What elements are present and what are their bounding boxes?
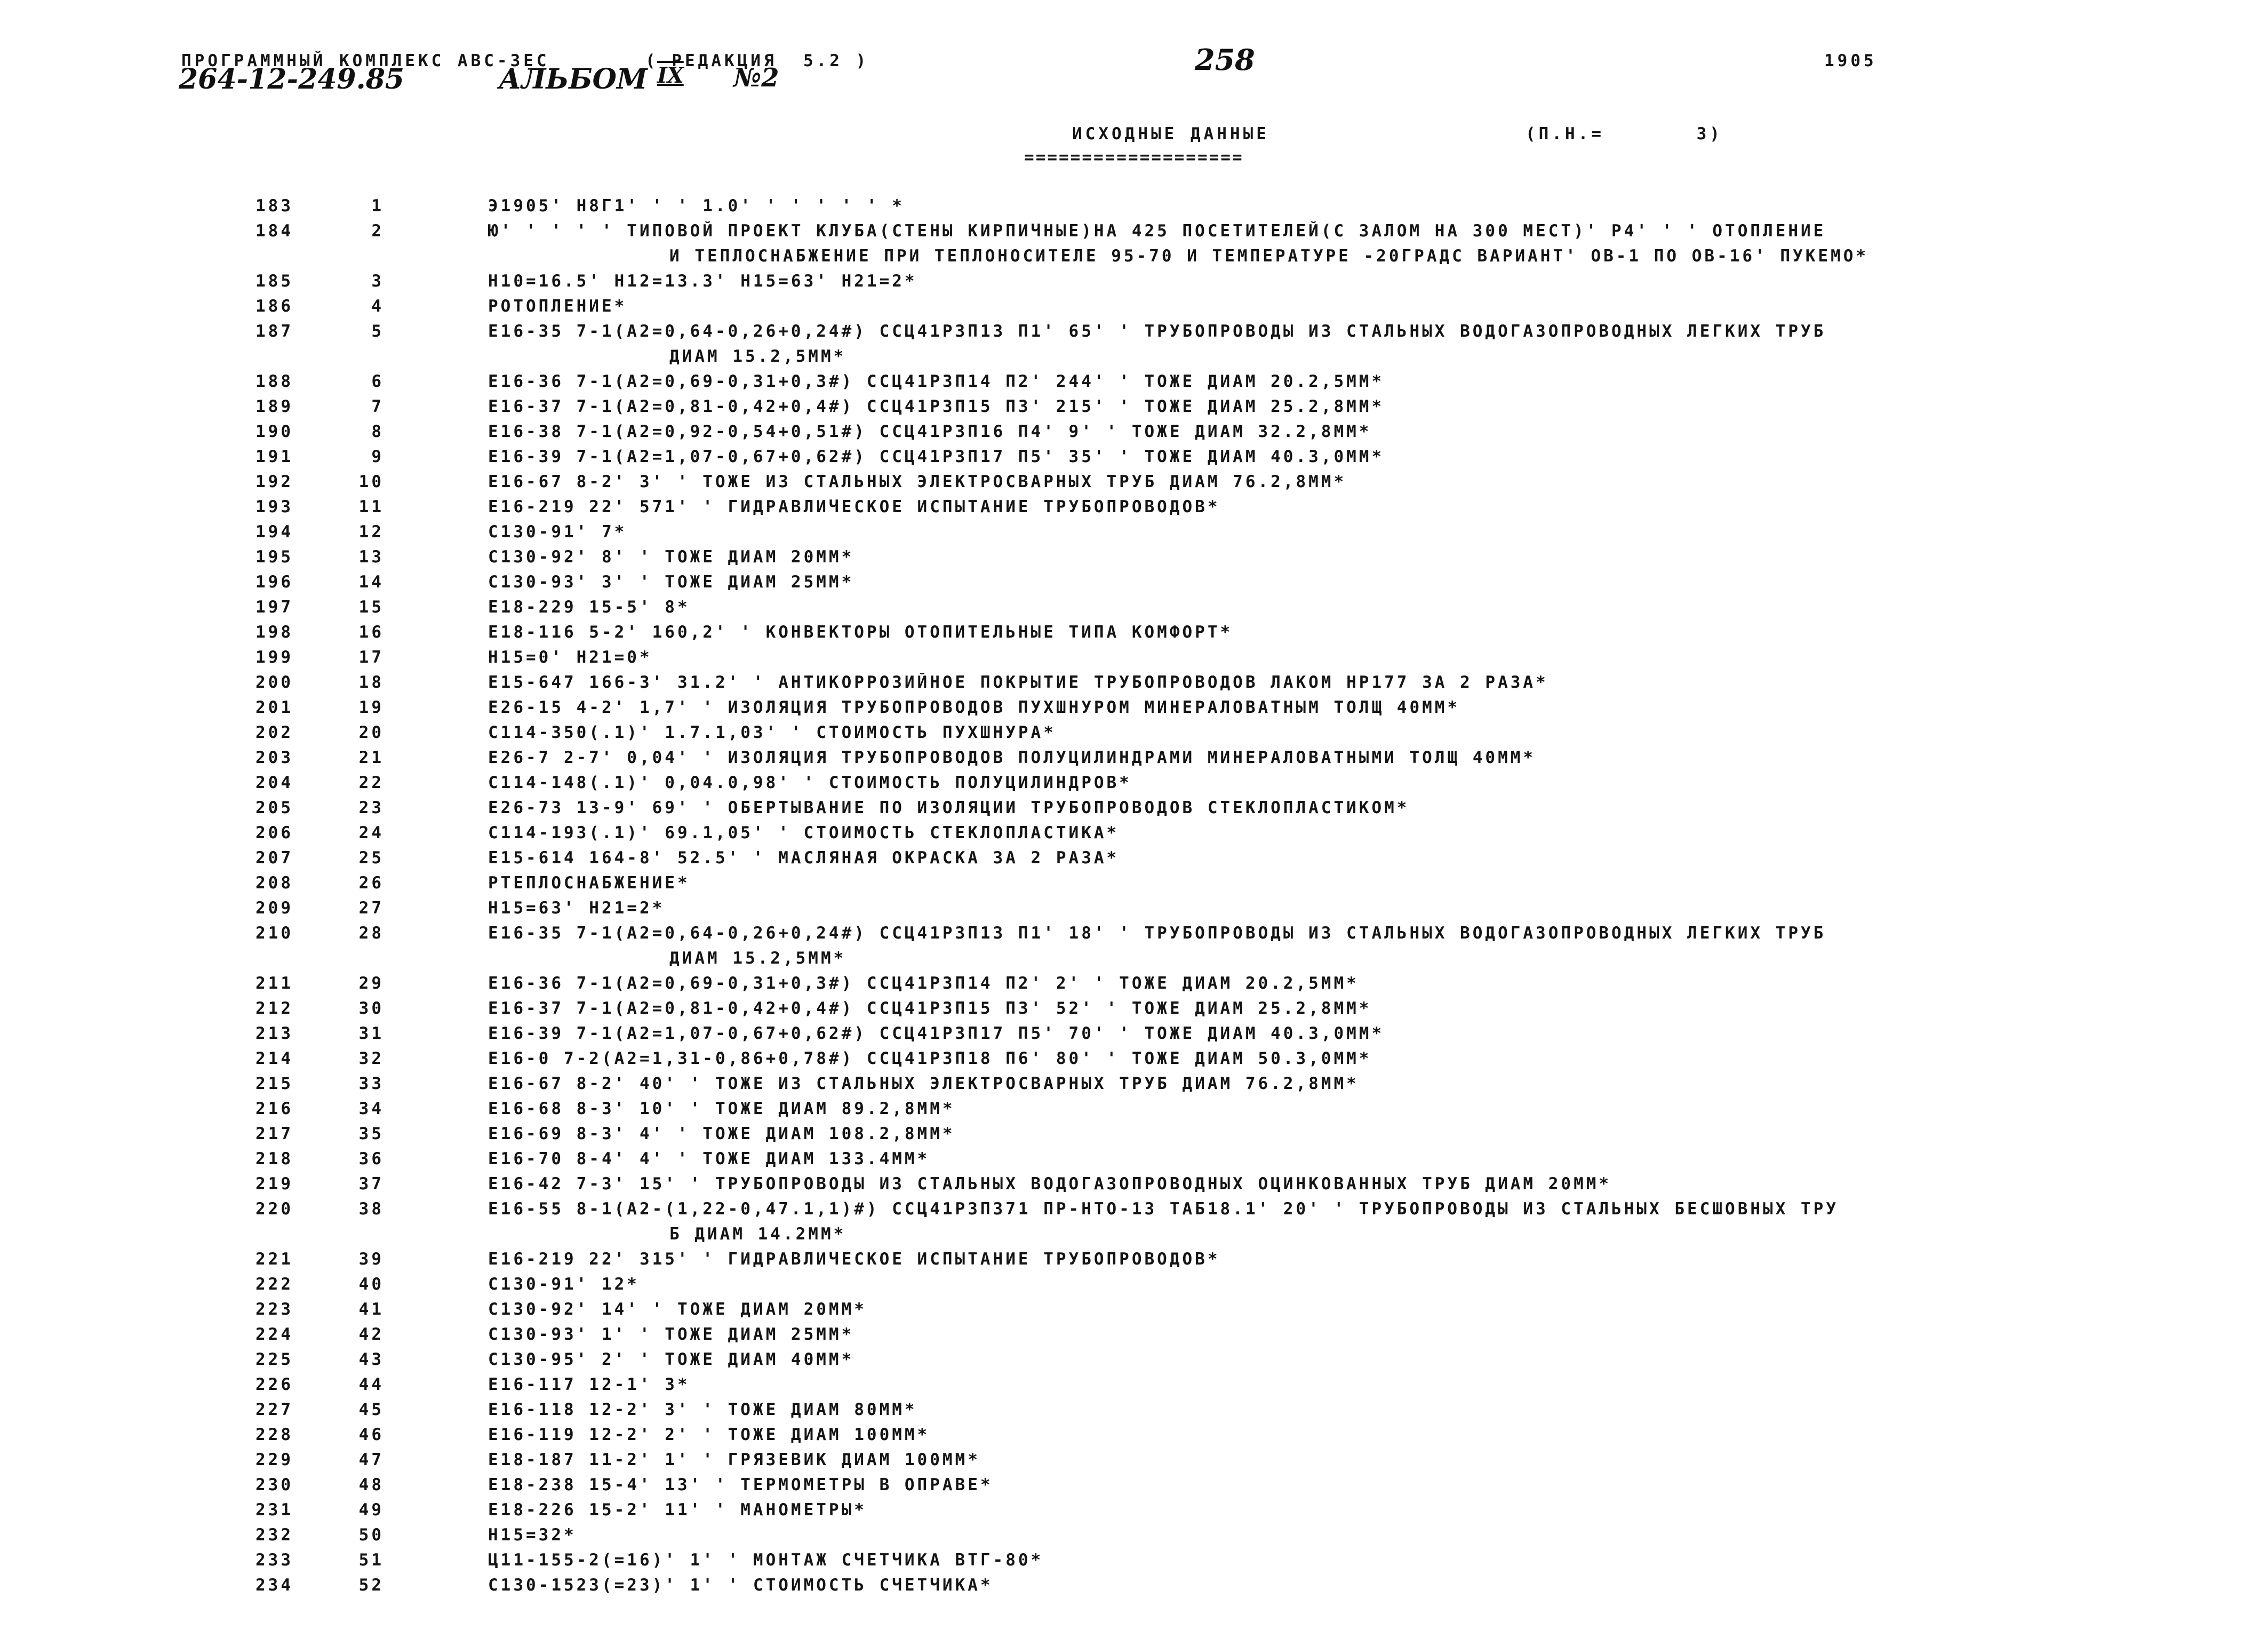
line-number: 226	[255, 1375, 293, 1394]
line-number: 227	[255, 1400, 293, 1419]
statement-text: Е16-39 7-1(А2=1,07-0,67+0,62#) ССЦ41Р3П17 П5' 35' ' ТОЖЕ ДИАМ 40.3,0ММ*	[488, 447, 1385, 466]
handwritten-sub: №2	[733, 63, 779, 93]
line-number: 196	[255, 572, 293, 592]
line-number: 186	[255, 297, 293, 316]
line-number: 230	[255, 1475, 293, 1494]
statement-index: 12	[358, 522, 384, 542]
statement-text: С114-148(.1)' 0,04.0,98' ' СТОИМОСТЬ ПОЛУЦИЛИНДРОВ*	[488, 773, 1132, 792]
line-number: 197	[255, 598, 293, 617]
line-number: 216	[255, 1099, 293, 1118]
statement-index: 21	[358, 748, 384, 767]
statement-text: С130-92' 14' ' ТОЖЕ ДИАМ 20ММ*	[488, 1300, 867, 1319]
line-number: 183	[255, 196, 293, 216]
line-number: 231	[255, 1500, 293, 1520]
line-number: 204	[255, 773, 293, 792]
statement-index: 8	[371, 422, 384, 441]
statement-text: С130-93' 1' ' ТОЖЕ ДИАМ 25ММ*	[488, 1325, 855, 1344]
statement-text: С130-92' 8' ' ТОЖЕ ДИАМ 20ММ*	[488, 547, 855, 567]
line-number: 213	[255, 1024, 293, 1043]
listing-line	[0, 898, 2268, 924]
continuation-line	[0, 347, 2268, 372]
line-number: 208	[255, 873, 293, 893]
statement-text: С130-91' 7*	[488, 522, 627, 542]
continuation-text: И ТЕПЛОСНАБЖЕНИЕ ПРИ ТЕПЛОНОСИТЕЛЕ 95-70 И ТЕМПЕРАТУРЕ -20ГРАДС ВАРИАНТ' ОВ-1 ПО ОВ-16' ПУКЕМО*	[669, 247, 1869, 266]
line-number: 207	[255, 848, 293, 868]
listing-line	[0, 572, 2268, 598]
statement-index: 15	[358, 598, 384, 617]
continuation-line	[0, 949, 2268, 974]
listing-line	[0, 1525, 2268, 1550]
statement-index: 35	[358, 1124, 384, 1143]
statement-text: Е18-226 15-2' 11' ' МАНОМЕТРЫ*	[488, 1500, 867, 1520]
listing-line	[0, 472, 2268, 497]
statement-index: 41	[358, 1300, 384, 1319]
edition-label: ( РЕДАКЦИЯ 5.2 )	[645, 51, 869, 70]
listing-line	[0, 623, 2268, 648]
listing-line	[0, 1174, 2268, 1199]
line-number: 192	[255, 472, 293, 491]
line-number: 222	[255, 1275, 293, 1294]
statement-text: С114-350(.1)' 1.7.1,03' ' СТОИМОСТЬ ПУХШНУРА*	[488, 723, 1056, 742]
statement-text: Е16-35 7-1(А2=0,64-0,26+0,24#) ССЦ41Р3П13 П1' 65' ' ТРУБОПРОВОДЫ ИЗ СТАЛЬНЫХ ВОДОГАЗОПРОВОДНЫХ ЛЕГКИХ ТРУБ	[488, 322, 1826, 341]
statement-text: РОТОПЛЕНИЕ*	[488, 297, 627, 316]
line-number: 233	[255, 1550, 293, 1570]
statement-index: 9	[371, 447, 384, 466]
line-number: 194	[255, 522, 293, 542]
listing-line	[0, 823, 2268, 848]
statement-index: 1	[371, 196, 384, 216]
line-number: 214	[255, 1049, 293, 1068]
statement-text: Е16-68 8-3' 10' ' ТОЖЕ ДИАМ 89.2,8ММ*	[488, 1099, 955, 1118]
continuation-text: Б ДИАМ 14.2ММ*	[669, 1224, 846, 1244]
listing-line	[0, 1024, 2268, 1049]
line-number: 225	[255, 1350, 293, 1369]
statement-text: Е16-67 8-2' 40' ' ТОЖЕ ИЗ СТАЛЬНЫХ ЭЛЕКТРОСВАРНЫХ ТРУБ ДИАМ 76.2,8ММ*	[488, 1074, 1359, 1093]
statement-index: 22	[358, 773, 384, 792]
line-number: 202	[255, 723, 293, 742]
listing-line	[0, 196, 2268, 221]
line-number: 198	[255, 623, 293, 642]
statement-index: 47	[358, 1450, 384, 1469]
continuation-line	[0, 1224, 2268, 1250]
line-number: 205	[255, 798, 293, 817]
statement-index: 11	[358, 497, 384, 516]
statement-text: Е16-37 7-1(А2=0,81-0,42+0,4#) ССЦ41Р3П15 П3' 52' ' ТОЖЕ ДИАМ 25.2,8ММ*	[488, 999, 1372, 1018]
continuation-line	[0, 247, 2268, 272]
statement-index: 34	[358, 1099, 384, 1118]
statement-index: 30	[358, 999, 384, 1018]
listing-line	[0, 1250, 2268, 1275]
line-number: 201	[255, 698, 293, 717]
listing-line	[0, 1375, 2268, 1400]
program-title: ПРОГРАММНЫЙ КОМПЛЕКС АВС-3ЕС	[181, 51, 550, 70]
statement-text: Н15=63' Н21=2*	[488, 898, 665, 918]
statement-index: 32	[358, 1049, 384, 1068]
statement-text: Н15=0' Н21=0*	[488, 648, 652, 667]
statement-text: Е16-36 7-1(А2=0,69-0,31+0,3#) ССЦ41Р3П14 П2' 244' ' ТОЖЕ ДИАМ 20.2,5ММ*	[488, 372, 1385, 391]
line-number: 195	[255, 547, 293, 567]
statement-text: Ц11-155-2(=16)' 1' ' МОНТАЖ СЧЕТЧИКА ВТГ-80*	[488, 1550, 1044, 1570]
statement-text: С130-1523(=23)' 1' ' СТОИМОСТЬ СЧЕТЧИКА*	[488, 1576, 993, 1595]
listing-line	[0, 1400, 2268, 1425]
line-number: 224	[255, 1325, 293, 1344]
statement-index: 51	[358, 1550, 384, 1570]
line-number: 212	[255, 999, 293, 1018]
statement-index: 4	[371, 297, 384, 316]
statement-text: Е16-219 22' 315' ' ГИДРАВЛИЧЕСКОЕ ИСПЫТАНИЕ ТРУБОПРОВОДОВ*	[488, 1250, 1220, 1269]
handwritten-album-number: IX	[657, 63, 684, 88]
statement-text: РТЕПЛОСНАБЖЕНИЕ*	[488, 873, 690, 893]
statement-index: 20	[358, 723, 384, 742]
statement-index: 14	[358, 572, 384, 592]
line-number: 189	[255, 397, 293, 416]
statement-text: Е16-36 7-1(А2=0,69-0,31+0,3#) ССЦ41Р3П14 П2' 2' ' ТОЖЕ ДИАМ 20.2,5ММ*	[488, 974, 1359, 993]
statement-index: 31	[358, 1024, 384, 1043]
statement-index: 28	[358, 924, 384, 943]
statement-text: С130-95' 2' ' ТОЖЕ ДИАМ 40ММ*	[488, 1350, 855, 1369]
handwritten-album: АЛЬБОМ	[499, 63, 648, 96]
listing-line	[0, 422, 2268, 447]
statement-text: Е26-7 2-7' 0,04' ' ИЗОЛЯЦИЯ ТРУБОПРОВОДОВ ПОЛУЦИЛИНДРАМИ МИНЕРАЛОВАТНЫМИ ТОЛЩ 40ММ*	[488, 748, 1536, 767]
statement-index: 42	[358, 1325, 384, 1344]
statement-index: 24	[358, 823, 384, 842]
listing-line	[0, 924, 2268, 949]
statement-index: 2	[371, 221, 384, 241]
statement-text: Е16-0 7-2(А2=1,31-0,86+0,78#) ССЦ41Р3П18 П6' 80' ' ТОЖЕ ДИАМ 50.3,0ММ*	[488, 1049, 1372, 1068]
statement-index: 17	[358, 648, 384, 667]
listing-line	[0, 372, 2268, 397]
statement-index: 52	[358, 1576, 384, 1595]
section-title: ИСХОДНЫЕ ДАННЫЕ	[1072, 124, 1269, 144]
line-number: 209	[255, 898, 293, 918]
listing-line	[0, 1199, 2268, 1224]
line-number: 234	[255, 1576, 293, 1595]
statement-index: 36	[358, 1149, 384, 1168]
statement-text: Е18-238 15-4' 13' ' ТЕРМОМЕТРЫ В ОПРАВЕ*	[488, 1475, 993, 1494]
statement-text: Н15=32*	[488, 1525, 577, 1545]
statement-text: С130-93' 3' ' ТОЖЕ ДИАМ 25ММ*	[488, 572, 855, 592]
line-number: 219	[255, 1174, 293, 1194]
listing-line	[0, 873, 2268, 898]
listing-line	[0, 272, 2268, 297]
listing-line	[0, 1300, 2268, 1325]
line-number: 191	[255, 447, 293, 466]
listing-line	[0, 297, 2268, 322]
statement-text: Е15-614 164-8' 52.5' ' МАСЛЯНАЯ ОКРАСКА ЗА 2 РАЗА*	[488, 848, 1120, 868]
line-number: 218	[255, 1149, 293, 1168]
statement-index: 25	[358, 848, 384, 868]
listing-line	[0, 1475, 2268, 1500]
statement-text: Е16-42 7-3' 15' ' ТРУБОПРОВОДЫ ИЗ СТАЛЬНЫХ ВОДОГАЗОПРОВОДНЫХ ОЦИНКОВАННЫХ ТРУБ ДИАМ 20ММ*	[488, 1174, 1612, 1194]
statement-text: Е15-647 166-3' 31.2' ' АНТИКОРРОЗИЙНОЕ ПОКРЫТИЕ ТРУБОПРОВОДОВ ЛАКОМ НР177 ЗА 2 РАЗА*	[488, 673, 1548, 692]
statement-index: 23	[358, 798, 384, 817]
listing-line	[0, 1450, 2268, 1475]
statement-text: Е16-118 12-2' 3' ' ТОЖЕ ДИАМ 80ММ*	[488, 1400, 917, 1419]
listing-line	[0, 1350, 2268, 1375]
statement-index: 7	[371, 397, 384, 416]
line-number: 187	[255, 322, 293, 341]
listing-line	[0, 1550, 2268, 1576]
statement-index: 13	[358, 547, 384, 567]
line-number: 217	[255, 1124, 293, 1143]
section-underline: ===================	[1024, 148, 1244, 167]
statement-index: 16	[358, 623, 384, 642]
line-number: 211	[255, 974, 293, 993]
listing-line	[0, 547, 2268, 572]
statement-index: 43	[358, 1350, 384, 1369]
statement-text: Н10=16.5' Н12=13.3' Н15=63' Н21=2*	[488, 272, 917, 291]
statement-index: 33	[358, 1074, 384, 1093]
statement-text: Е16-70 8-4' 4' ' ТОЖЕ ДИАМ 133.4ММ*	[488, 1149, 930, 1168]
statement-index: 38	[358, 1199, 384, 1219]
listing-line	[0, 999, 2268, 1024]
statement-index: 50	[358, 1525, 384, 1545]
statement-index: 19	[358, 698, 384, 717]
continuation-text: ДИАМ 15.2,5ММ*	[669, 949, 846, 968]
line-number: 190	[255, 422, 293, 441]
line-number: 210	[255, 924, 293, 943]
page-number: 1905	[1824, 51, 1877, 70]
listing-line	[0, 698, 2268, 723]
statement-text: С114-193(.1)' 69.1,05' ' СТОИМОСТЬ СТЕКЛОПЛАСТИКА*	[488, 823, 1120, 842]
listing-line	[0, 1124, 2268, 1149]
line-number: 228	[255, 1425, 293, 1444]
listing-line	[0, 1149, 2268, 1174]
statement-text: Е26-73 13-9' 69' ' ОБЕРТЫВАНИЕ ПО ИЗОЛЯЦИИ ТРУБОПРОВОДОВ СТЕКЛОПЛАСТИКОМ*	[488, 798, 1410, 817]
listing-line	[0, 1099, 2268, 1124]
line-number: 221	[255, 1250, 293, 1269]
statement-index: 46	[358, 1425, 384, 1444]
line-number: 199	[255, 648, 293, 667]
listing-line	[0, 1500, 2268, 1525]
listing-line	[0, 322, 2268, 347]
statement-text: Е16-35 7-1(А2=0,64-0,26+0,24#) ССЦ41Р3П13 П1' 18' ' ТРУБОПРОВОДЫ ИЗ СТАЛЬНЫХ ВОДОГАЗОПРОВОДНЫХ ЛЕГКИХ ТРУБ	[488, 924, 1826, 943]
line-number: 184	[255, 221, 293, 241]
statement-text: Е18-229 15-5' 8*	[488, 598, 690, 617]
statement-index: 49	[358, 1500, 384, 1520]
statement-index: 5	[371, 322, 384, 341]
statement-index: 10	[358, 472, 384, 491]
statement-text: Е16-39 7-1(А2=1,07-0,67+0,62#) ССЦ41Р3П17 П5' 70' ' ТОЖЕ ДИАМ 40.3,0ММ*	[488, 1024, 1385, 1043]
listing-line	[0, 522, 2268, 547]
statement-index: 3	[371, 272, 384, 291]
statement-text: Е16-67 8-2' 3' ' ТОЖЕ ИЗ СТАЛЬНЫХ ЭЛЕКТРОСВАРНЫХ ТРУБ ДИАМ 76.2,8ММ*	[488, 472, 1347, 491]
line-number: 185	[255, 272, 293, 291]
statement-index: 27	[358, 898, 384, 918]
listing-line	[0, 648, 2268, 673]
line-number: 203	[255, 748, 293, 767]
statement-text: Е16-119 12-2' 2' ' ТОЖЕ ДИАМ 100ММ*	[488, 1425, 930, 1444]
section-ref: (П.Н.= 3)	[1526, 124, 1723, 144]
listing-line	[0, 673, 2268, 698]
statement-index: 48	[358, 1475, 384, 1494]
line-number: 193	[255, 497, 293, 516]
listing-line	[0, 1425, 2268, 1450]
listing-line	[0, 974, 2268, 999]
line-number: 188	[255, 372, 293, 391]
listing-line	[0, 598, 2268, 623]
listing-line	[0, 1074, 2268, 1099]
statement-text: Е18-116 5-2' 160,2' ' КОНВЕКТОРЫ ОТОПИТЕЛЬНЫЕ ТИПА КОМФОРТ*	[488, 623, 1233, 642]
listing-line	[0, 1275, 2268, 1300]
listing-line	[0, 447, 2268, 472]
line-number: 206	[255, 823, 293, 842]
statement-text: Е16-55 8-1(А2-(1,22-0,47.1,1)#) ССЦ41Р3П371 ПР-НТО-13 ТАБ18.1' 20' ' ТРУБОПРОВОДЫ ИЗ СТАЛЬНЫХ БЕСШОВНЫХ ТРУ	[488, 1199, 1839, 1219]
statement-text: Е18-187 11-2' 1' ' ГРЯЗЕВИК ДИАМ 100ММ*	[488, 1450, 980, 1469]
listing-line	[0, 1049, 2268, 1074]
statement-index: 29	[358, 974, 384, 993]
statement-text: Е16-69 8-3' 4' ' ТОЖЕ ДИАМ 108.2,8ММ*	[488, 1124, 955, 1143]
handwritten-code: 264-12-249.85	[179, 63, 405, 96]
statement-text: Е16-219 22' 571' ' ГИДРАВЛИЧЕСКОЕ ИСПЫТАНИЕ ТРУБОПРОВОДОВ*	[488, 497, 1220, 516]
line-number: 223	[255, 1300, 293, 1319]
statement-index: 6	[371, 372, 384, 391]
statement-index: 45	[358, 1400, 384, 1419]
statement-text: С130-91' 12*	[488, 1275, 640, 1294]
statement-text: Е26-15 4-2' 1,7' ' ИЗОЛЯЦИЯ ТРУБОПРОВОДОВ ПУХШНУРОМ МИНЕРАЛОВАТНЫМ ТОЛЩ 40ММ*	[488, 698, 1460, 717]
statement-text: Ю' ' ' ' ' ТИПОВОЙ ПРОЕКТ КЛУБА(СТЕНЫ КИРПИЧНЫЕ)НА 425 ПОСЕТИТЕЛЕЙ(С ЗАЛОМ НА 300 МЕСТ)' Р4' ' ' ОТОПЛЕНИЕ	[488, 221, 1826, 241]
listing-line	[0, 221, 2268, 247]
line-number: 232	[255, 1525, 293, 1545]
line-number: 229	[255, 1450, 293, 1469]
line-number: 220	[255, 1199, 293, 1219]
handwritten-page: 258	[1195, 43, 1255, 77]
listing-line	[0, 798, 2268, 823]
statement-text: Е16-37 7-1(А2=0,81-0,42+0,4#) ССЦ41Р3П15 П3' 215' ' ТОЖЕ ДИАМ 25.2,8ММ*	[488, 397, 1385, 416]
statement-index: 26	[358, 873, 384, 893]
statement-index: 37	[358, 1174, 384, 1194]
listing-line	[0, 497, 2268, 522]
listing-line	[0, 1325, 2268, 1350]
statement-text: Э1905' Н8Г1' ' ' 1.0' ' ' ' ' ' *	[488, 196, 905, 216]
statement-index: 40	[358, 1275, 384, 1294]
listing	[0, 196, 2268, 1601]
listing-line	[0, 773, 2268, 798]
listing-line	[0, 848, 2268, 873]
continuation-text: ДИАМ 15.2,5ММ*	[669, 347, 846, 366]
listing-line	[0, 748, 2268, 773]
statement-index: 39	[358, 1250, 384, 1269]
line-number: 215	[255, 1074, 293, 1093]
statement-text: Е16-38 7-1(А2=0,92-0,54+0,51#) ССЦ41Р3П16 П4' 9' ' ТОЖЕ ДИАМ 32.2,8ММ*	[488, 422, 1372, 441]
listing-line	[0, 1576, 2268, 1601]
statement-index: 44	[358, 1375, 384, 1394]
statement-index: 18	[358, 673, 384, 692]
listing-line	[0, 723, 2268, 748]
listing-line	[0, 397, 2268, 422]
statement-text: Е16-117 12-1' 3*	[488, 1375, 690, 1394]
line-number: 200	[255, 673, 293, 692]
